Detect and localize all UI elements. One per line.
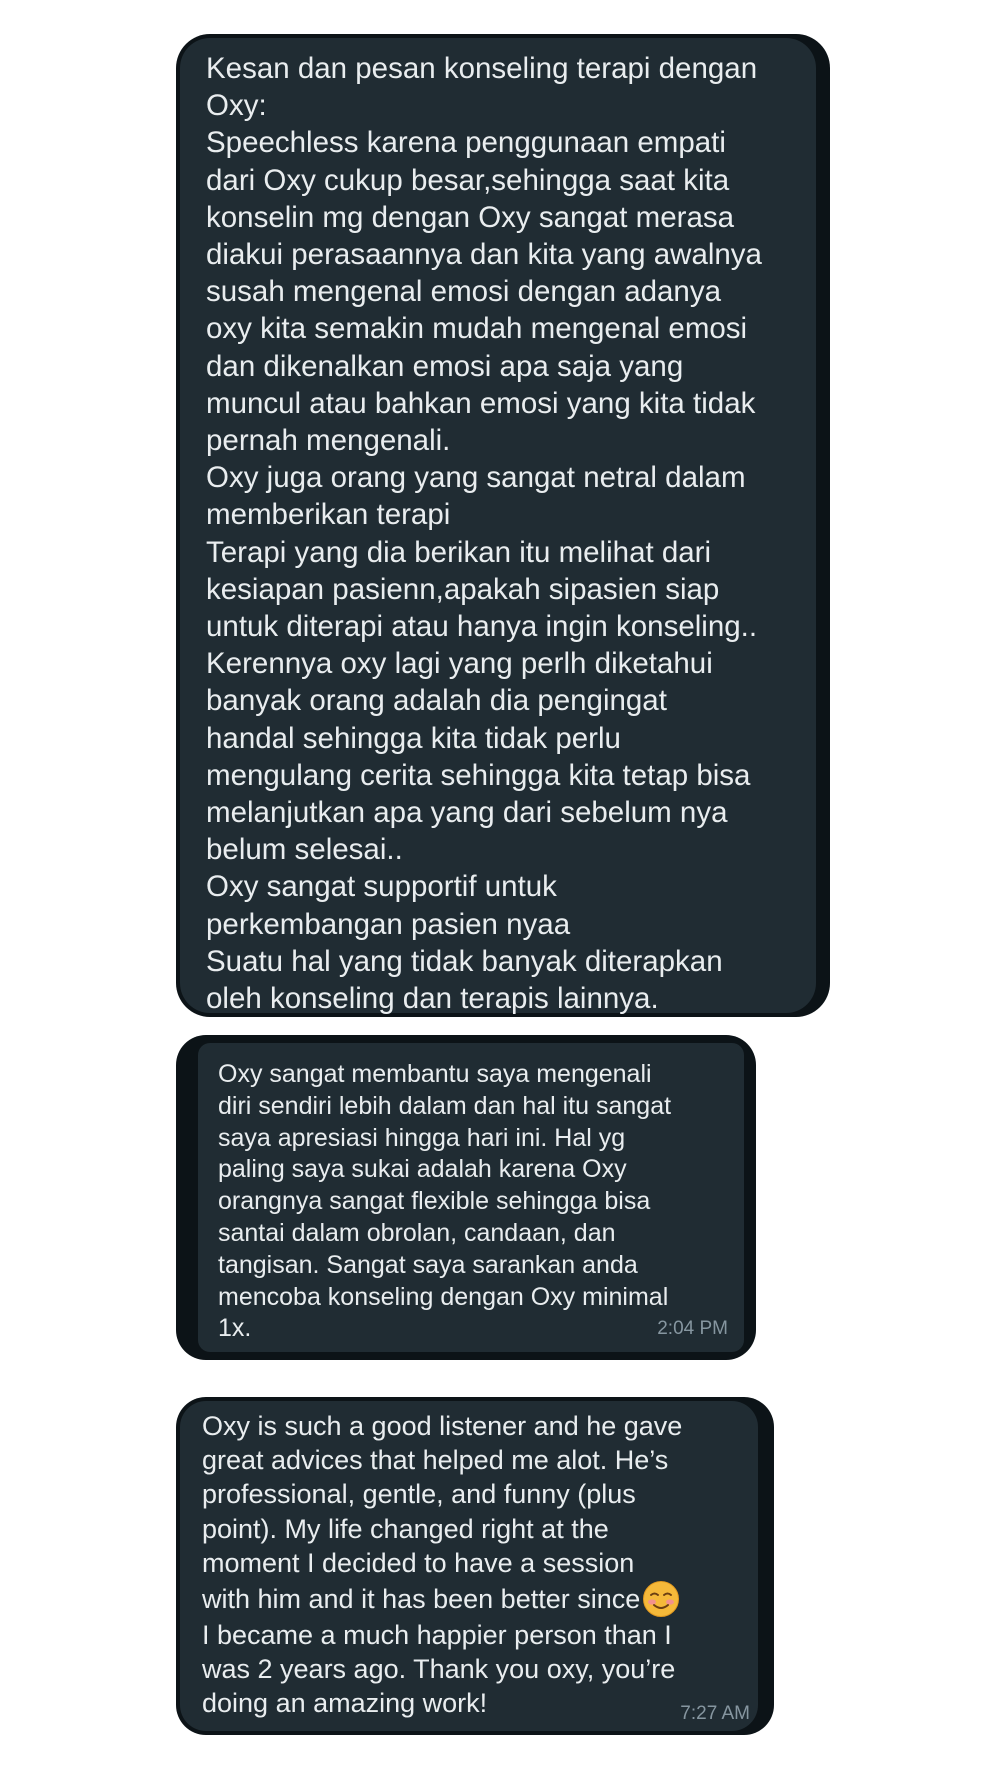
- message-3-timestamp: 7:27 AM: [680, 1703, 750, 1724]
- message-bubble-3[interactable]: [176, 1397, 774, 1735]
- message-bubble-1[interactable]: [176, 34, 830, 1017]
- message-bubble-2[interactable]: [176, 1035, 756, 1360]
- message-3-text-part-2: I became a much happier person than I was 2 years ago. Thank you oxy, you’re doing an amazing work!: [202, 1620, 676, 1719]
- message-bubble-3-body: [180, 1401, 758, 1731]
- message-bubble-1-body: [180, 38, 816, 1016]
- message-3-text: [202, 1409, 758, 1721]
- message-2-text: Oxy sangat membantu saya mengenali diri sendiri lebih dalam dan hal itu sangat saya apresiasi hingga hari ini. Hal yg paling saya sukai adalah karena Oxy orangnya sangat flexible sehingga bisa santai dalam obrolan, candaan, dan tangisan. Sangat saya sarankan anda mencoba konseling dengan Oxy minimal 1x.: [218, 1060, 672, 1343]
- message-bubble-2-body: [198, 1043, 744, 1352]
- smiling-face-with-blush-icon: [642, 1580, 680, 1618]
- message-3-text-part-1: Oxy is such a good listener and he gave great advices that helped me alot. He’s professional, gentle, and funny (plus point). My life changed right at the moment I decided to have a session with him and it has been better since: [202, 1411, 683, 1615]
- message-1-text: Kesan dan pesan konseling terapi dengan Oxy: Speechless karena penggunaan empati dari Oxy cukup besar,sehingga saat kita konselin mg dengan Oxy sangat merasa diakui perasaannya dan kita yang awalnya susah mengenal emosi dengan adanya oxy kita semakin mudah mengenal emosi dan dikenalkan emosi apa saja yang muncul atau bahkan emosi yang kita tidak pernah mengenali. Oxy juga orang yang sangat netral dalam memberikan terapi Terapi yang dia berikan itu melihat dari kesiapan pasienn,apakah sipasien siap untuk diterapi atau hanya ingin konseling.. Kerennya oxy lagi yang perlh diketahui banyak orang adalah dia pengingat handal sehingga kita tidak perlu mengulang cerita sehingga kita tetap bisa melanjutkan apa yang dari sebelum nya belum selesai.. Oxy sangat supportif untuk perkembangan pasien nyaa Suatu hal yang tidak banyak diterapkan oleh konseling dan terapis lainnya.: [206, 52, 762, 1016]
- message-2-timestamp: 2:04 PM: [657, 1318, 728, 1339]
